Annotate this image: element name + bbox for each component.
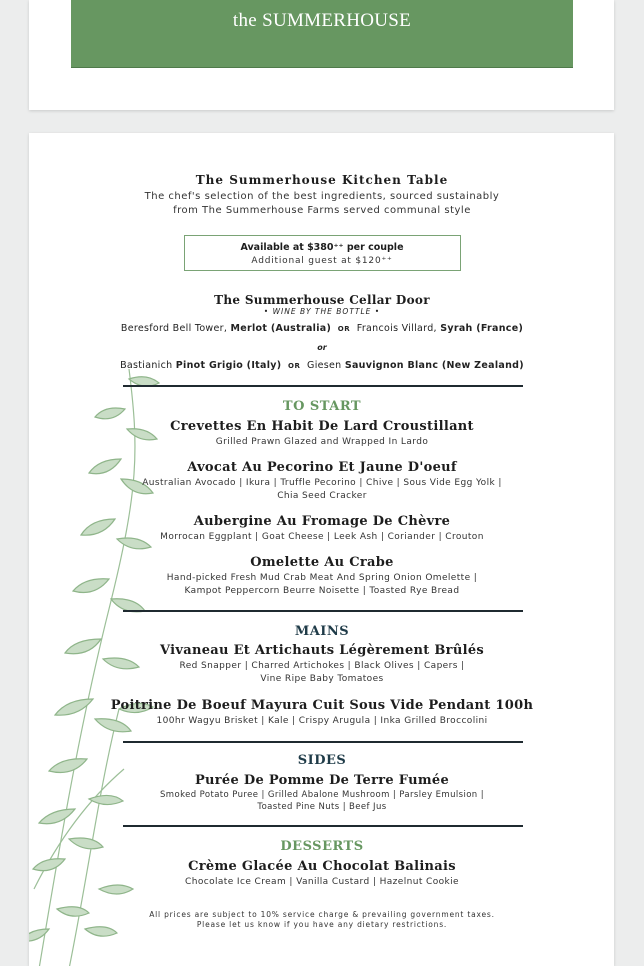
or-separator: OR	[288, 362, 301, 370]
wine-producer: Giesen	[307, 360, 342, 371]
availability-additional: Additional guest at $120⁺⁺	[251, 256, 393, 266]
dish-name: Poitrine De Boeuf Mayura Cuit Sous Vide Pendant 100h	[110, 698, 534, 713]
dish-description: Toasted Pine Nuts | Beef Jus	[257, 802, 387, 812]
menu-subtitle-line-1: The chef's selection of the best ingredients, sourced sustainably	[144, 191, 500, 202]
brand-banner	[71, 0, 573, 68]
or-separator: OR	[337, 325, 351, 333]
dish-description: Australian Avocado | Ikura | Truffle Pecorino | Chive | Sous Vide Egg Yolk |	[142, 478, 502, 488]
wine-name: Merlot (Australia)	[230, 323, 332, 334]
section-divider	[123, 741, 523, 743]
dish-name: Omelette Au Crabe	[250, 555, 394, 570]
dish-name: Aubergine Au Fromage De Chèvre	[193, 514, 451, 529]
wine-producer: Bastianich	[120, 360, 173, 371]
section-divider	[123, 610, 523, 612]
availability-price: Available at $380⁺⁺ per couple	[240, 242, 404, 253]
dish-description: Chocolate Ice Cream | Vanilla Custard | Hazelnut Cookie	[185, 877, 459, 887]
wine-name: Sauvignon Blanc (New Zealand)	[344, 360, 524, 371]
wine-row-2	[0, 360, 644, 371]
dish-description: Red Snapper | Charred Artichokes | Black Olives | Capers |	[179, 661, 465, 671]
dish-description: Smoked Potato Puree | Grilled Abalone Mushroom | Parsley Emulsion |	[160, 790, 484, 800]
dish-description: Kampot Peppercorn Beurre Noisette | Toasted Rye Bread	[184, 586, 460, 596]
menu-title: The Summerhouse Kitchen Table	[195, 173, 449, 187]
section-heading-desserts: DESSERTS	[280, 839, 364, 854]
dish-description: Hand-picked Fresh Mud Crab Meat And Spring Onion Omelette |	[166, 573, 478, 583]
dish-name: Crevettes En Habit De Lard Croustillant	[170, 419, 474, 434]
wine-name: Pinot Grigio (Italy)	[175, 360, 282, 371]
footer-note-pricing: All prices are subject to 10% service charge & prevailing government taxes.	[149, 910, 495, 919]
footer-note-dietary: Please let us know if you have any dietary restrictions.	[196, 920, 448, 929]
dish-description: Chia Seed Cracker	[277, 491, 367, 501]
dish-name: Avocat Au Pecorino Et Jaune D'oeuf	[187, 460, 457, 475]
brand-title: the SUMMERHOUSE	[232, 10, 412, 31]
wine-producer: Beresford Bell Tower,	[120, 323, 228, 334]
cellar-title: The Summerhouse Cellar Door	[214, 293, 430, 307]
section-divider	[123, 825, 523, 827]
section-divider	[123, 385, 523, 387]
section-heading-to-start: TO START	[282, 399, 362, 414]
menu-subtitle-line-2: from The Summerhouse Farms served communal style	[173, 205, 471, 216]
or-italic: or	[317, 343, 327, 352]
dish-name: Crème Glacée Au Chocolat Balinais	[188, 859, 456, 874]
dish-description: Grilled Prawn Glazed and Wrapped In Lardo	[215, 437, 429, 447]
dish-description: Vine Ripe Baby Tomatoes	[260, 674, 384, 684]
cellar-subtitle: • WINE BY THE BOTTLE •	[263, 307, 381, 316]
wine-row-1	[0, 323, 644, 334]
wine-name: Syrah (France)	[440, 323, 524, 334]
dish-description: Morrocan Eggplant | Goat Cheese | Leek Ash | Coriander | Crouton	[160, 532, 484, 542]
dish-name: Purée De Pomme De Terre Fumée	[194, 773, 450, 788]
section-heading-sides: SIDES	[297, 753, 347, 768]
wine-producer: Francois Villard,	[356, 323, 437, 334]
section-heading-mains: MAINS	[294, 624, 350, 639]
dish-name: Vivaneau Et Artichauts Légèrement Brûlés	[159, 643, 485, 658]
dish-description: 100hr Wagyu Brisket | Kale | Crispy Arugula | Inka Grilled Broccolini	[156, 716, 488, 726]
